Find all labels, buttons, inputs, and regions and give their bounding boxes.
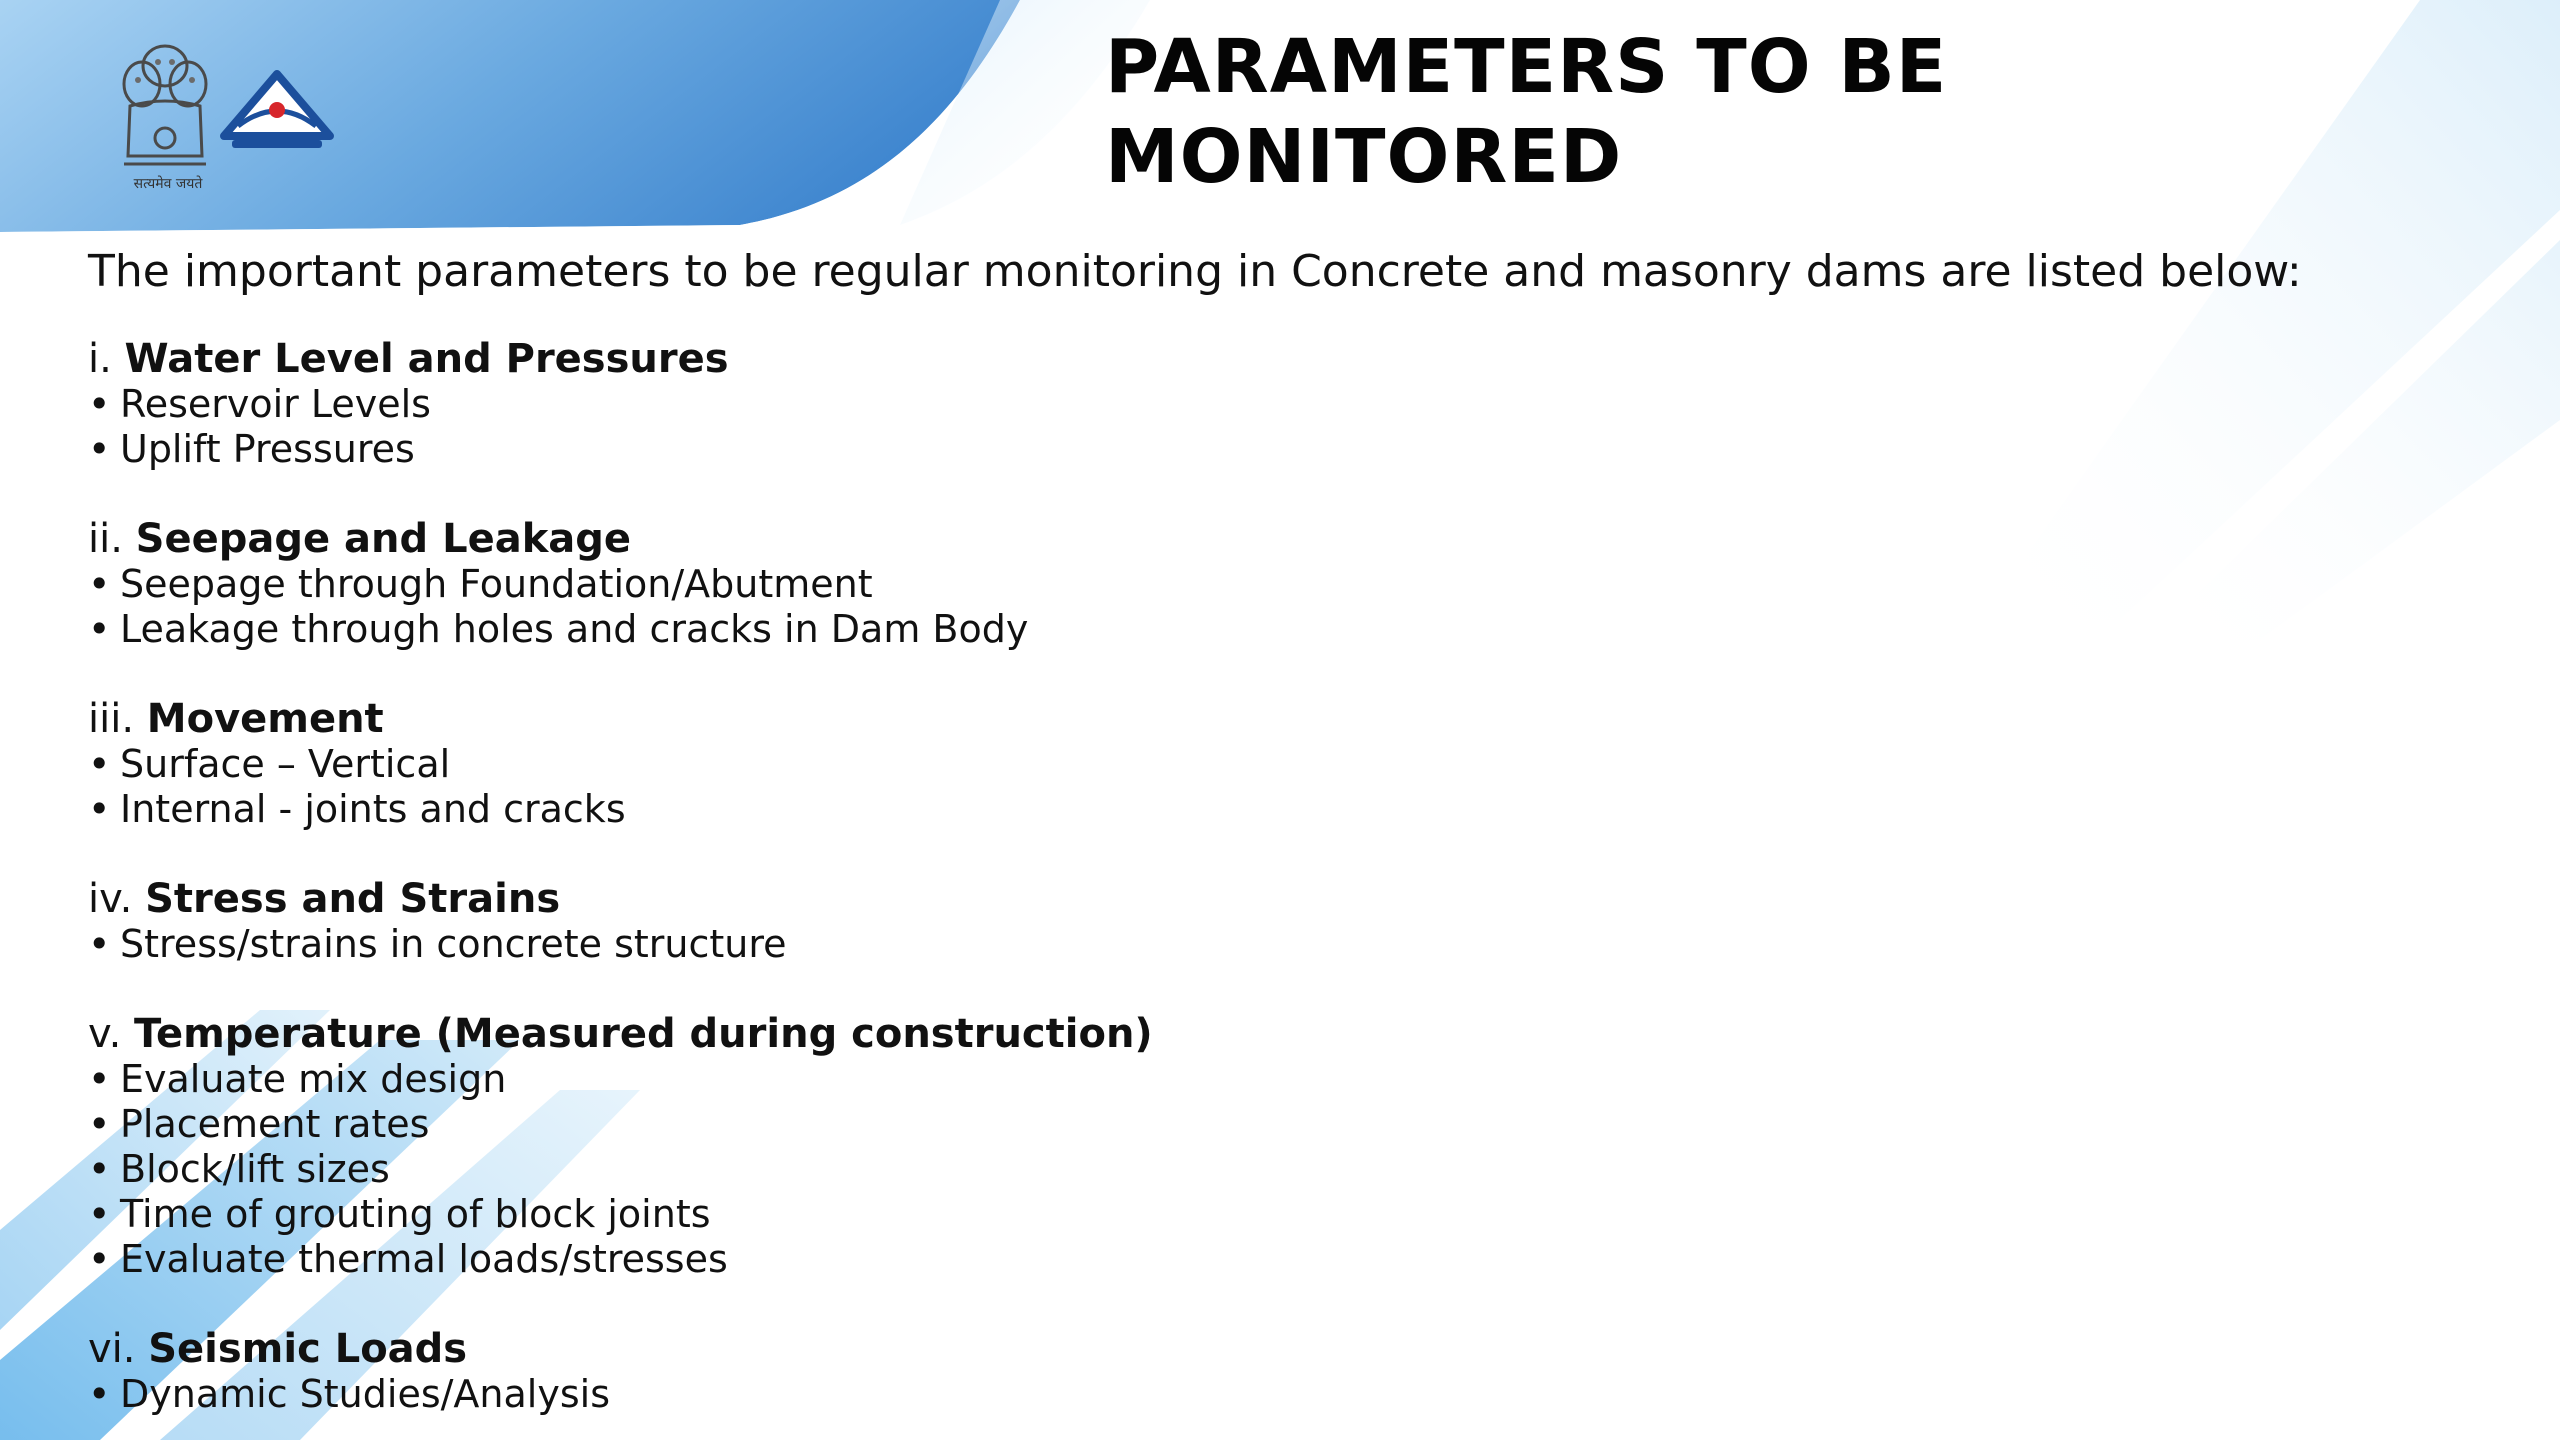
national-emblem-icon: [112, 26, 218, 198]
list-item: • Reservoir Levels: [88, 382, 431, 426]
bullet-icon: •: [88, 562, 111, 606]
section-title: Seepage and Leakage: [135, 516, 632, 562]
bullet-icon: •: [88, 1147, 111, 1191]
bullet-icon: •: [88, 787, 111, 831]
list-item: • Dynamic Studies/Analysis: [88, 1372, 610, 1416]
section-heading: [88, 1011, 1688, 1057]
bullet-icon: •: [88, 1237, 111, 1281]
section-number: iv.: [88, 876, 133, 922]
bullet-icon: •: [88, 1372, 111, 1416]
list-item: • Placement rates: [88, 1102, 430, 1146]
list-item: • Evaluate thermal loads/stresses: [88, 1237, 728, 1281]
section-number: ii.: [88, 516, 123, 562]
bullet-icon: •: [88, 922, 111, 966]
section-number: iii.: [88, 696, 135, 742]
bullet-icon: •: [88, 607, 111, 651]
section-movement: [88, 696, 1688, 832]
section-number: v.: [88, 1011, 122, 1057]
section-heading: [88, 1326, 1688, 1372]
section-heading: [88, 516, 1688, 562]
list-item: • Surface – Vertical: [88, 742, 451, 786]
list-item: • Seepage through Foundation/Abutment: [88, 562, 873, 606]
section-number: i.: [88, 336, 112, 382]
bullet-icon: •: [88, 427, 111, 471]
section-heading: [88, 696, 1688, 742]
section-title: Water Level and Pressures: [124, 336, 729, 382]
list-item: • Block/lift sizes: [88, 1147, 390, 1191]
section-stress: [88, 876, 1688, 967]
bullet-icon: •: [88, 1057, 111, 1101]
list-item: • Evaluate mix design: [88, 1057, 507, 1101]
section-title: Seismic Loads: [148, 1326, 468, 1372]
section-number: vi.: [88, 1326, 136, 1372]
emblem-motto: सत्यमेव जयते: [133, 176, 203, 192]
bullet-icon: •: [88, 382, 111, 426]
bullet-icon: •: [88, 1192, 111, 1236]
section-water-level: [88, 336, 1688, 472]
list-item: • Time of grouting of block joints: [88, 1192, 711, 1236]
slide-title: [1105, 22, 2305, 202]
bullet-icon: •: [88, 742, 111, 786]
parameter-list: [88, 336, 1688, 1440]
section-title: Temperature (Measured during construction): [134, 1011, 1153, 1057]
bullet-icon: •: [88, 1102, 111, 1146]
section-title: Movement: [146, 696, 384, 742]
list-item: • Stress/strains in concrete structure: [88, 922, 787, 966]
section-seismic: [88, 1326, 1688, 1417]
section-heading: [88, 876, 1688, 922]
list-item: • Internal - joints and cracks: [88, 787, 626, 831]
section-temperature: [88, 1011, 1688, 1282]
bis-logo-icon: [218, 70, 336, 154]
section-title: Stress and Strains: [145, 876, 561, 922]
section-seepage: [88, 516, 1688, 652]
intro-text: The important parameters to be regular monitoring in Concrete and masonry dams are listed below:: [88, 246, 2302, 297]
slide-title-line-2: MONITORED: [1105, 114, 1623, 200]
list-item: • Uplift Pressures: [88, 427, 415, 471]
section-heading: [88, 336, 1688, 382]
slide-title-line-1: PARAMETERS TO BE: [1105, 24, 1948, 110]
list-item: • Leakage through holes and cracks in Dam Body: [88, 607, 1029, 651]
